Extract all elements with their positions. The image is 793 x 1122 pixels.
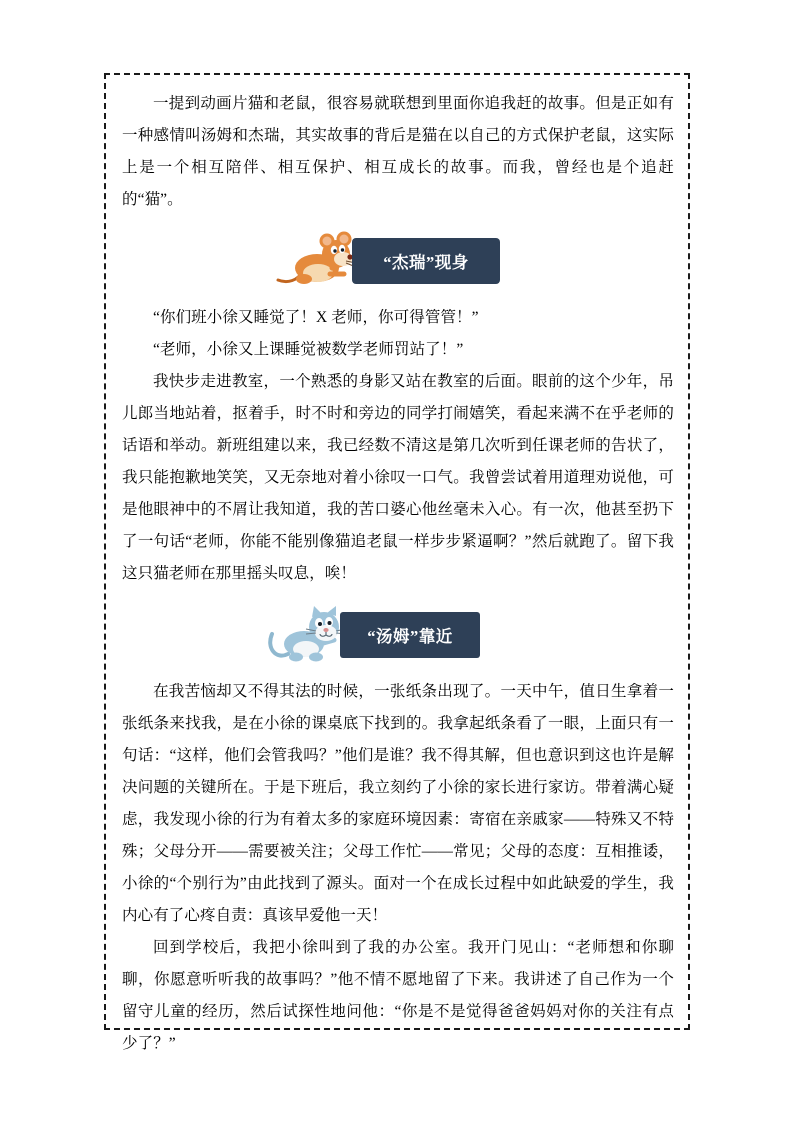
section-banner-jerry	[122, 230, 674, 292]
section-banner-tom	[122, 604, 674, 666]
section-banner-label-tom: “汤姆”靠近	[340, 612, 480, 658]
jerry-quote-1: “你们班小徐又睡觉了！X 老师，你可得管管！”	[153, 309, 479, 326]
jerry-quote-2: “老师，小徐又上课睡觉被数学老师罚站了！”	[153, 341, 464, 358]
tom-body-paragraph-2: 回到学校后，我把小徐叫到了我的办公室。我开门见山：“老师想和你聊聊，你愿意听听我的故事吗？”他不情不愿地留了下来。我讲述了自己作为一个留守儿童的经历，然后试探性地问他：“你是不是觉得爸爸妈妈对你的关注有点少了？”	[122, 939, 674, 1052]
document-content	[122, 88, 674, 1060]
intro-paragraph: 一提到动画片猫和老鼠，很容易就联想到里面你追我赶的故事。但是正如有一种感情叫汤姆和杰瑞，其实故事的背后是猫在以自己的方式保护老鼠，这实际上是一个相互陪伴、相互保护、相互成长的故事。而我，曾经也是个追赶的“猫”。	[122, 95, 674, 208]
jerry-mouse-icon	[272, 230, 364, 292]
jerry-body-paragraph: 我快步走进教室，一个熟悉的身影又站在教室的后面。眼前的这个少年，吊儿郎当地站着，抠着手，时不时和旁边的同学打闹嬉笑，看起来满不在乎老师的话语和举动。新班组建以来，我已经数不清这是第几次听到任课老师的告状了，我只能抱歉地笑笑，又无奈地对着小徐叹一口气。我曾尝试着用道理劝说他，可是他眼神中的不屑让我知道，我的苦口婆心他丝毫未入心。有一次，他甚至扔下了一句话“老师，你能不能别像猫追老鼠一样步步紧逼啊？”然后就跑了。留下我这只猫老师在那里摇头叹息，唉！	[122, 373, 674, 582]
tom-body-paragraph-1: 在我苦恼却又不得其法的时候，一张纸条出现了。一天中午，值日生拿着一张纸条来找我，是在小徐的课桌底下找到的。我拿起纸条看了一眼，上面只有一句话：“这样，他们会管我吗？”他们是谁？我不得其解，但也意识到这也许是解决问题的关键所在。于是下班后，我立刻约了小徐的家长进行家访。带着满心疑虑，我发现小徐的行为有着太多的家庭环境因素：寄宿在亲戚家——特殊又不特殊；父母分开——需要被关注；父母工作忙——常见；父母的态度：互相推诿，小徐的“个别行为”由此找到了源头。面对一个在成长过程中如此缺爱的学生，我内心有了心疼自责：真该早爱他一天！	[122, 683, 674, 924]
section-banner-label-jerry: “杰瑞”现身	[352, 238, 500, 284]
